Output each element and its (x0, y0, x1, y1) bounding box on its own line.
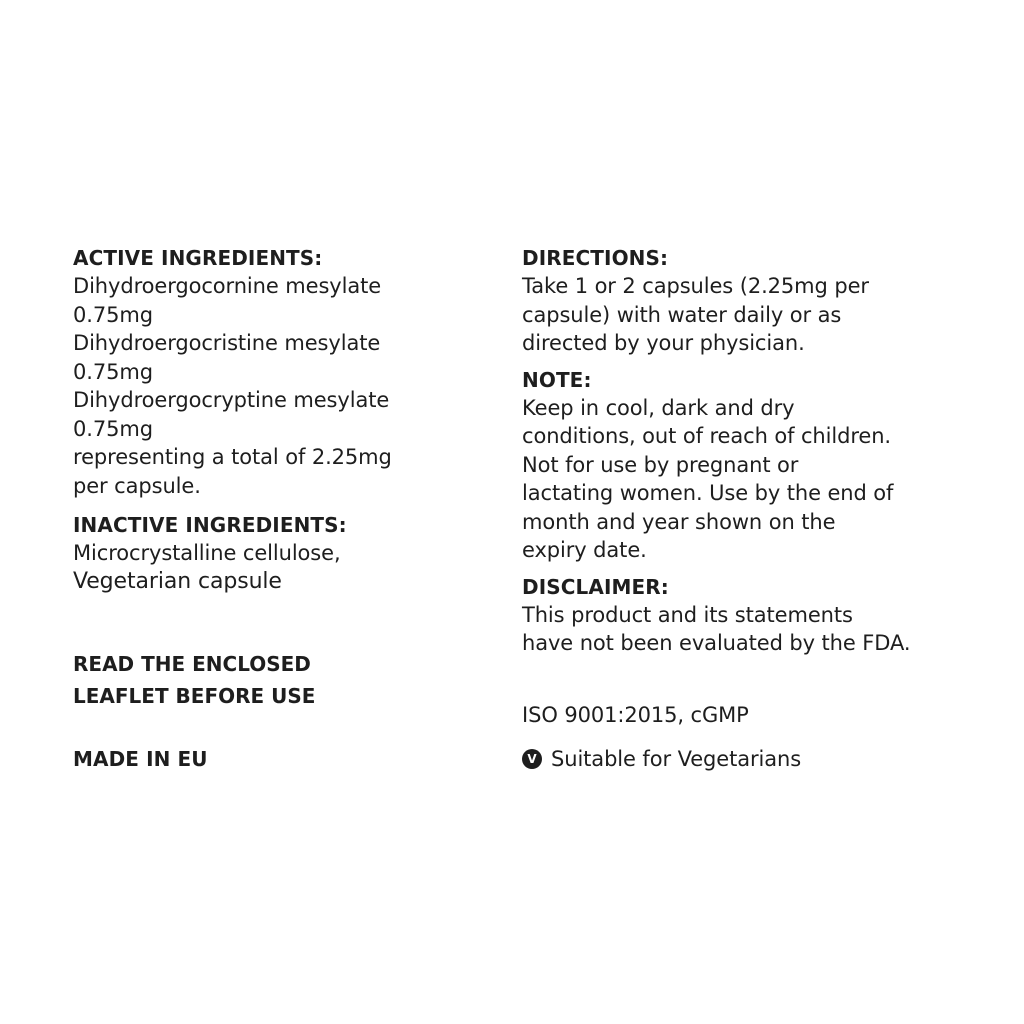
note-heading: NOTE: (522, 367, 592, 392)
note-line: month and year shown on the (522, 509, 836, 534)
active-ingredient-line: 0.75mg (73, 416, 153, 441)
leaflet-warning-line: READ THE ENCLOSED (73, 652, 311, 676)
right-column (522, 244, 962, 658)
made-in-label: MADE IN EU (73, 747, 208, 771)
certification-text: ISO 9001:2015, cGMP (522, 703, 749, 727)
active-ingredient-line: Dihydroergocornine mesylate (73, 274, 382, 298)
vegetarian-v-icon: V (522, 749, 542, 769)
inactive-ingredient-line: Vegetarian capsule (73, 568, 282, 594)
directions-section (522, 244, 962, 358)
left-column (73, 244, 473, 596)
directions-line: Take 1 or 2 capsules (2.25mg per (522, 274, 869, 298)
active-ingredient-line: 0.75mg (73, 359, 153, 384)
note-line: Keep in cool, dark and dry (522, 395, 795, 420)
disclaimer-line: This product and its statements (522, 602, 853, 627)
active-ingredient-line: 0.75mg (73, 302, 153, 327)
disclaimer-line: have not been evaluated by the FDA. (522, 631, 911, 655)
directions-line: directed by your physician. (522, 331, 805, 355)
inactive-ingredients-section (73, 511, 473, 596)
note-line: Not for use by pregnant or (522, 452, 799, 477)
leaflet-warning-line: LEAFLET BEFORE USE (73, 684, 316, 708)
active-ingredient-line: Dihydroergocryptine mesylate (73, 388, 390, 412)
active-ingredients-heading: ACTIVE INGREDIENTS: (73, 246, 323, 270)
active-ingredient-line: representing a total of 2.25mg (73, 445, 392, 469)
active-ingredients-section (73, 244, 473, 500)
disclaimer-section (522, 573, 962, 658)
disclaimer-heading: DISCLAIMER: (522, 574, 669, 599)
note-section (522, 366, 962, 565)
inactive-ingredient-line: Microcrystalline cellulose, (73, 541, 341, 565)
vegetarian-label: Suitable for Vegetarians (551, 747, 802, 771)
vegetarian-badge (522, 745, 801, 774)
note-line: lactating women. Use by the end of (522, 481, 894, 505)
directions-line: capsule) with water daily or as (522, 302, 842, 327)
note-line: expiry date. (522, 538, 647, 562)
active-ingredient-line: Dihydroergocristine mesylate (73, 331, 381, 355)
inactive-ingredients-heading: INACTIVE INGREDIENTS: (73, 513, 347, 537)
directions-heading: DIRECTIONS: (522, 246, 669, 270)
active-ingredient-line: per capsule. (73, 473, 201, 498)
leaflet-warning (73, 648, 315, 712)
note-line: conditions, out of reach of children. (522, 424, 892, 448)
